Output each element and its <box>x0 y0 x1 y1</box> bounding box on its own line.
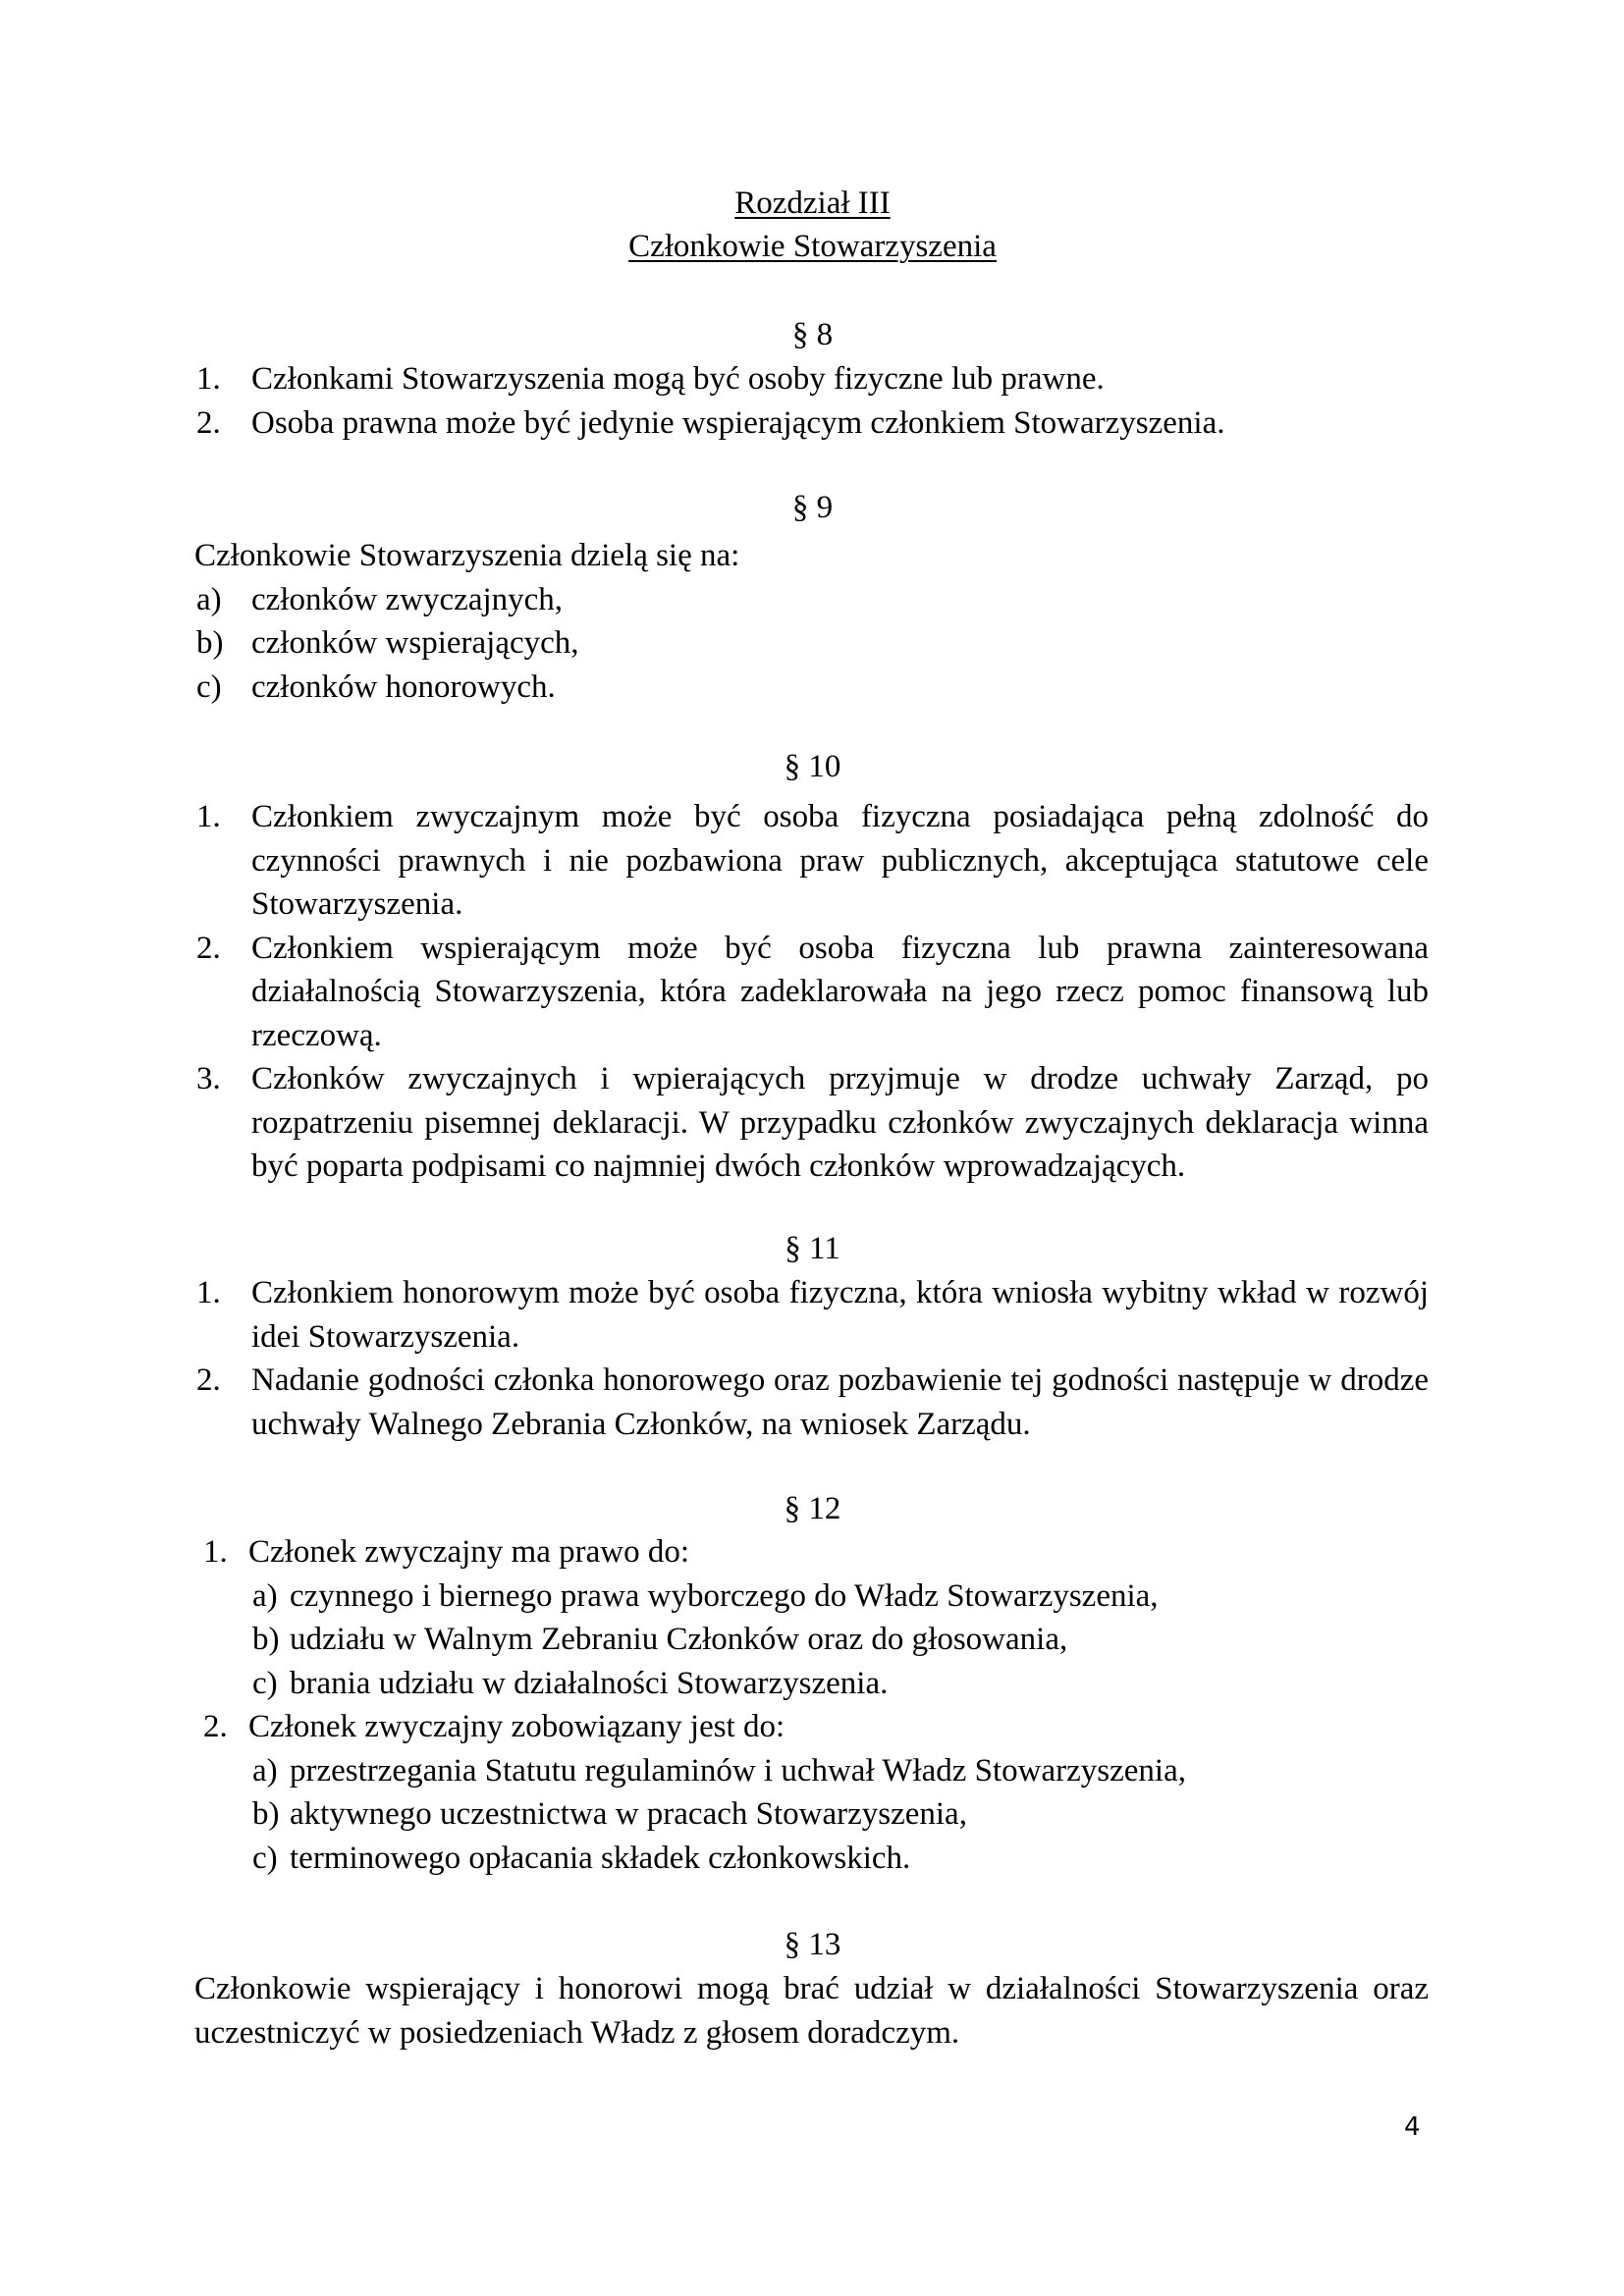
list-item <box>194 1359 1429 1446</box>
sub-list-item <box>194 1575 1429 1619</box>
item-text: czynnego i biernego prawa wyborczego do Władz Stowarzyszenia, <box>290 1577 1159 1614</box>
section-heading-12: § 12 <box>784 1491 841 1526</box>
item-text: Osoba prawna może być jedynie wspierającym członkiem Stowarzyszenia. <box>251 404 1225 441</box>
item-letter: b) <box>252 1622 280 1657</box>
item-letter: c) <box>252 1840 278 1876</box>
item-text: członków honorowych. <box>251 668 556 705</box>
item-text: udziału w Walnym Zebraniu Członków oraz do głosowania, <box>290 1622 1068 1657</box>
section-heading-8: § 8 <box>791 317 834 352</box>
chapter-title-wrap <box>196 225 1429 269</box>
item-text: członków wspierających, <box>251 625 579 661</box>
section-heading-11: § 11 <box>785 1231 840 1266</box>
item-letter: a) <box>196 581 222 617</box>
item-letter: a) <box>252 1752 278 1789</box>
list-item <box>194 621 1429 666</box>
chapter-number: Rozdział III <box>734 186 891 221</box>
item-text: Członek zwyczajny ma prawo do: <box>248 1534 690 1570</box>
item-text: Członkami Stowarzyszenia mogą być osoby fizyczne lub prawne. <box>251 361 1105 397</box>
list-item <box>194 1530 1429 1575</box>
section-10-list <box>194 795 1429 1189</box>
section-9-list <box>194 534 1429 709</box>
item-number: 3. <box>196 1061 221 1096</box>
item-number: 1. <box>203 1534 228 1570</box>
section-13-paragraph: Członkowie wspierający i honorowi mogą brać udział w działalności Stowarzyszenia oraz uczestniczyć w posiedzeniach Władz z głosem doradczym. <box>194 1971 1429 2051</box>
item-text: aktywnego uczestnictwa w pracach Stowarzyszenia, <box>290 1796 967 1832</box>
item-text: Członek zwyczajny zobowiązany jest do: <box>248 1709 785 1744</box>
item-number: 2. <box>203 1709 228 1744</box>
section-11-list <box>194 1271 1429 1446</box>
item-letter: c) <box>252 1665 278 1701</box>
item-text: terminowego opłacania składek członkowskich. <box>290 1840 911 1876</box>
item-number: 2. <box>196 404 221 441</box>
section-12-list <box>194 1530 1429 1880</box>
sub-list-item <box>194 1837 1429 1881</box>
item-number: 1. <box>196 799 221 834</box>
item-text: Członkiem zwyczajnym może być osoba fizyczna posiadająca pełną zdolność do czynności prawnych i nie pozbawiona praw publicznych, akceptująca statutowe cele Stowarzyszenia. <box>251 799 1429 922</box>
sub-list-item <box>194 1792 1429 1837</box>
list-item <box>194 1057 1429 1189</box>
item-text: brania udziału w działalności Stowarzyszenia. <box>290 1665 889 1701</box>
item-text: Członkiem wspierającym może być osoba fizyczna lub prawna zainteresowana działalnością Stowarzyszenia, która zadeklarowała na jego rzecz pomoc finansową lub rzeczową. <box>251 930 1429 1053</box>
list-item <box>194 927 1429 1058</box>
page-number: 4 <box>1404 2112 1421 2142</box>
item-text: członków zwyczajnych, <box>251 581 564 617</box>
item-letter: c) <box>196 668 222 705</box>
section-heading-13: § 13 <box>784 1927 841 1962</box>
item-text: przestrzegania Statutu regulaminów i uchwał Władz Stowarzyszenia, <box>290 1752 1186 1789</box>
list-item <box>194 401 1429 446</box>
section-8-list <box>194 357 1429 445</box>
list-item <box>194 1271 1429 1359</box>
list-item <box>194 578 1429 622</box>
list-item <box>194 666 1429 710</box>
item-letter: b) <box>252 1796 280 1832</box>
item-text: Członków zwyczajnych i wpierających przyjmuje w drodze uchwały Zarząd, po rozpatrzeniu pisemnej deklaracji. W przypadku członków zwyczajnych deklaracja winna być poparta podpisami co najmniej dwóch członków wprowadzających. <box>251 1061 1429 1184</box>
item-number: 2. <box>196 1362 221 1398</box>
item-number: 1. <box>196 361 221 397</box>
section-heading-9: § 9 <box>791 490 834 525</box>
item-number: 2. <box>196 930 221 966</box>
section-heading-10: § 10 <box>784 749 841 784</box>
item-text: Członkiem honorowym może być osoba fizyczna, która wniosła wybitny wkład w rozwój idei Stowarzyszenia. <box>251 1275 1429 1355</box>
item-text: Nadanie godności członka honorowego oraz pozbawienie tej godności następuje w drodze uchwały Walnego Zebrania Członków, na wniosek Zarządu. <box>251 1362 1429 1442</box>
item-number: 1. <box>196 1275 221 1310</box>
list-item <box>194 357 1429 401</box>
list-item <box>194 1705 1429 1749</box>
section-9-intro: Członkowie Stowarzyszenia dzielą się na: <box>194 538 740 573</box>
list-item <box>194 795 1429 927</box>
sub-list-item <box>194 1662 1429 1706</box>
item-letter: a) <box>252 1577 278 1614</box>
sub-list-item <box>194 1618 1429 1662</box>
sub-list-item <box>194 1749 1429 1793</box>
item-letter: b) <box>196 625 224 661</box>
chapter-title: Członkowie Stowarzyszenia <box>628 229 997 264</box>
